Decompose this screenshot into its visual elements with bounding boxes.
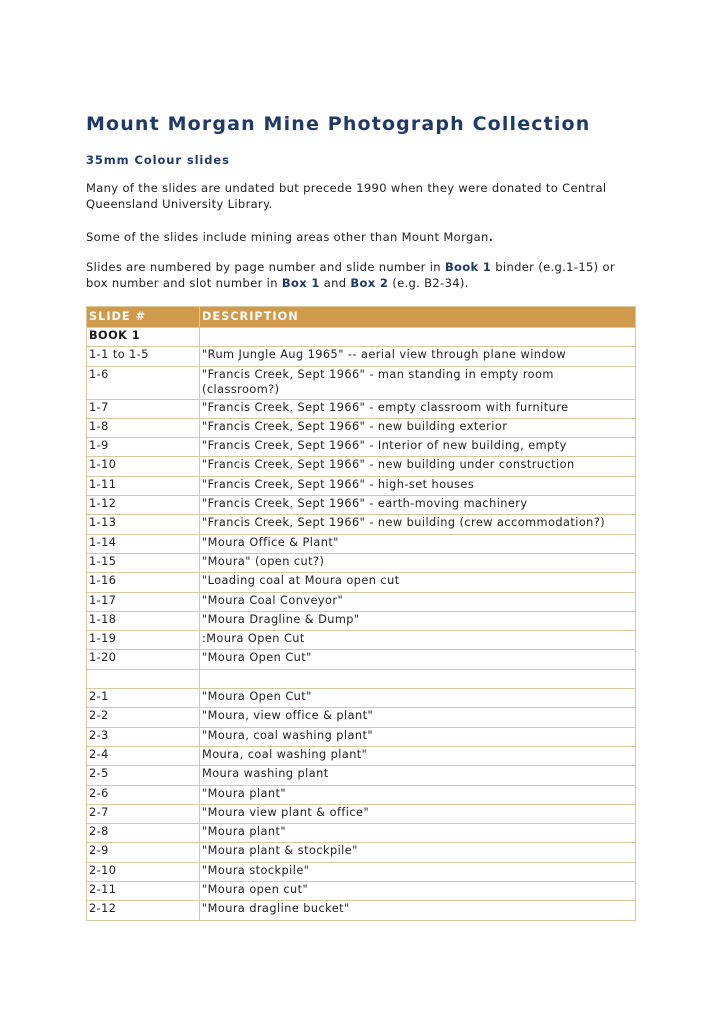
section-row-book-1 bbox=[87, 328, 636, 347]
description-cell: "Moura open cut" bbox=[200, 882, 636, 901]
table-row bbox=[87, 611, 636, 630]
intro-paragraph-numbering bbox=[86, 260, 631, 291]
column-header-slide: SLIDE # bbox=[87, 307, 200, 328]
table-row bbox=[87, 515, 636, 534]
description-cell: "Francis Creek, Sept 1966" - man standing in empty room (classroom?) bbox=[200, 366, 636, 399]
description-cell: "Moura view plant & office" bbox=[200, 804, 636, 823]
numbering-box-1: Box 1 bbox=[281, 275, 320, 290]
description-cell: "Moura, coal washing plant" bbox=[200, 727, 636, 746]
numbering-text-d: and bbox=[319, 275, 351, 290]
slide-number-cell: 1-17 bbox=[87, 592, 200, 611]
table-row bbox=[87, 862, 636, 881]
description-cell: "Loading coal at Moura open cut bbox=[200, 573, 636, 592]
slide-number-cell: 1-16 bbox=[87, 573, 200, 592]
table-row bbox=[87, 399, 636, 418]
numbering-text-a: Slides are numbered by page number and slide number in bbox=[86, 260, 445, 274]
slide-number-cell: 1-1 to 1-5 bbox=[87, 347, 200, 366]
slide-number-cell: 2-10 bbox=[87, 862, 200, 881]
description-cell: "Moura Open Cut" bbox=[200, 650, 636, 669]
column-header-description: DESCRIPTION bbox=[200, 307, 636, 328]
description-cell: "Moura, view office & plant" bbox=[200, 708, 636, 727]
table-row bbox=[87, 592, 636, 611]
table-row bbox=[87, 418, 636, 437]
numbering-text-e: (e.g. B2-34). bbox=[388, 275, 469, 290]
table-row bbox=[87, 804, 636, 823]
description-cell: "Francis Creek, Sept 1966" - new building (crew accommodation?) bbox=[200, 515, 636, 534]
slide-number-cell: 2-7 bbox=[87, 804, 200, 823]
document-title: Mount Morgan Mine Photograph Collection bbox=[86, 113, 591, 135]
intro-paragraph-undated: Many of the slides are undated but precede 1990 when they were donated to Central Queensland University Library. bbox=[86, 181, 607, 211]
slide-number-cell: 2-3 bbox=[87, 727, 200, 746]
description-cell: "Moura plant & stockpile" bbox=[200, 843, 636, 862]
description-cell: "Moura plant" bbox=[200, 824, 636, 843]
description-cell: "Francis Creek, Sept 1966" - Interior of new building, empty bbox=[200, 438, 636, 457]
description-cell: "Moura plant" bbox=[200, 785, 636, 804]
section-label: BOOK 1 bbox=[87, 328, 200, 347]
slide-number-cell: 1-11 bbox=[87, 476, 200, 495]
table-row bbox=[87, 901, 636, 920]
table-row bbox=[87, 843, 636, 862]
slide-number-cell: 2-8 bbox=[87, 824, 200, 843]
slide-number-cell: 1-8 bbox=[87, 418, 200, 437]
description-cell bbox=[200, 669, 636, 688]
table-row bbox=[87, 746, 636, 765]
slide-number-cell: 2-2 bbox=[87, 708, 200, 727]
table-row bbox=[87, 366, 636, 399]
slide-number-cell: 1-12 bbox=[87, 496, 200, 515]
slide-number-cell: 2-1 bbox=[87, 689, 200, 708]
description-cell: Moura, coal washing plant" bbox=[200, 746, 636, 765]
table-row bbox=[87, 727, 636, 746]
slide-number-cell: 1-20 bbox=[87, 650, 200, 669]
slide-number-cell bbox=[87, 669, 200, 688]
document-subtitle: 35mm Colour slides bbox=[86, 153, 230, 167]
description-cell: "Moura Office & Plant" bbox=[200, 534, 636, 553]
table-row bbox=[87, 534, 636, 553]
numbering-box-2: Box 2 bbox=[350, 275, 389, 290]
slide-number-cell: 1-9 bbox=[87, 438, 200, 457]
description-cell: "Moura" (open cut?) bbox=[200, 553, 636, 572]
intro-paragraph-mining-areas: Some of the slides include mining areas other than Mount Morgan. bbox=[86, 230, 494, 244]
table-row bbox=[87, 438, 636, 457]
intro-paragraph-mining-areas-text: Some of the slides include mining areas other than Mount Morgan bbox=[86, 230, 489, 244]
description-cell: "Francis Creek, Sept 1966" - earth-moving machinery bbox=[200, 496, 636, 515]
slide-number-cell: 2-9 bbox=[87, 843, 200, 862]
slide-number-cell: 1-7 bbox=[87, 399, 200, 418]
table-row bbox=[87, 708, 636, 727]
table-row bbox=[87, 766, 636, 785]
description-cell: "Francis Creek, Sept 1966" - new building exterior bbox=[200, 418, 636, 437]
description-cell: "Rum Jungle Aug 1965" -- aerial view through plane window bbox=[200, 347, 636, 366]
numbering-book-1: Book 1 bbox=[444, 260, 492, 274]
description-cell: "Francis Creek, Sept 1966" - empty classroom with furniture bbox=[200, 399, 636, 418]
slides-table bbox=[86, 306, 636, 921]
numbering-text-c: binder (e.g.1-15) or box number and slot number in bbox=[86, 260, 615, 290]
table-row bbox=[87, 573, 636, 592]
slide-number-cell: 1-19 bbox=[87, 631, 200, 650]
table-row bbox=[87, 650, 636, 669]
table-row bbox=[87, 882, 636, 901]
slide-number-cell: 1-18 bbox=[87, 611, 200, 630]
slide-number-cell: 2-11 bbox=[87, 882, 200, 901]
table-row bbox=[87, 689, 636, 708]
table-row bbox=[87, 553, 636, 572]
description-cell: "Moura stockpile" bbox=[200, 862, 636, 881]
description-cell: "Moura Coal Conveyor" bbox=[200, 592, 636, 611]
slide-number-cell: 1-10 bbox=[87, 457, 200, 476]
section-label-empty bbox=[200, 328, 636, 347]
slide-number-cell: 2-6 bbox=[87, 785, 200, 804]
description-cell: :Moura Open Cut bbox=[200, 631, 636, 650]
slide-number-cell: 1-6 bbox=[87, 366, 200, 399]
slide-number-cell: 1-15 bbox=[87, 553, 200, 572]
slide-number-cell: 2-4 bbox=[87, 746, 200, 765]
description-cell: "Moura Dragline & Dump" bbox=[200, 611, 636, 630]
description-cell: "Francis Creek, Sept 1966" - new building under construction bbox=[200, 457, 636, 476]
table-row bbox=[87, 669, 636, 688]
description-cell: Moura washing plant bbox=[200, 766, 636, 785]
table-row bbox=[87, 496, 636, 515]
slide-number-cell: 1-13 bbox=[87, 515, 200, 534]
table-row bbox=[87, 631, 636, 650]
slide-number-cell: 2-12 bbox=[87, 901, 200, 920]
table-row bbox=[87, 457, 636, 476]
description-cell: "Moura dragline bucket" bbox=[200, 901, 636, 920]
slide-number-cell: 1-14 bbox=[87, 534, 200, 553]
table-row bbox=[87, 476, 636, 495]
description-cell: "Moura Open Cut" bbox=[200, 689, 636, 708]
table-row bbox=[87, 347, 636, 366]
table-row bbox=[87, 785, 636, 804]
description-cell: "Francis Creek, Sept 1966" - high-set houses bbox=[200, 476, 636, 495]
table-header-row bbox=[87, 307, 636, 328]
slide-number-cell: 2-5 bbox=[87, 766, 200, 785]
table-row bbox=[87, 824, 636, 843]
